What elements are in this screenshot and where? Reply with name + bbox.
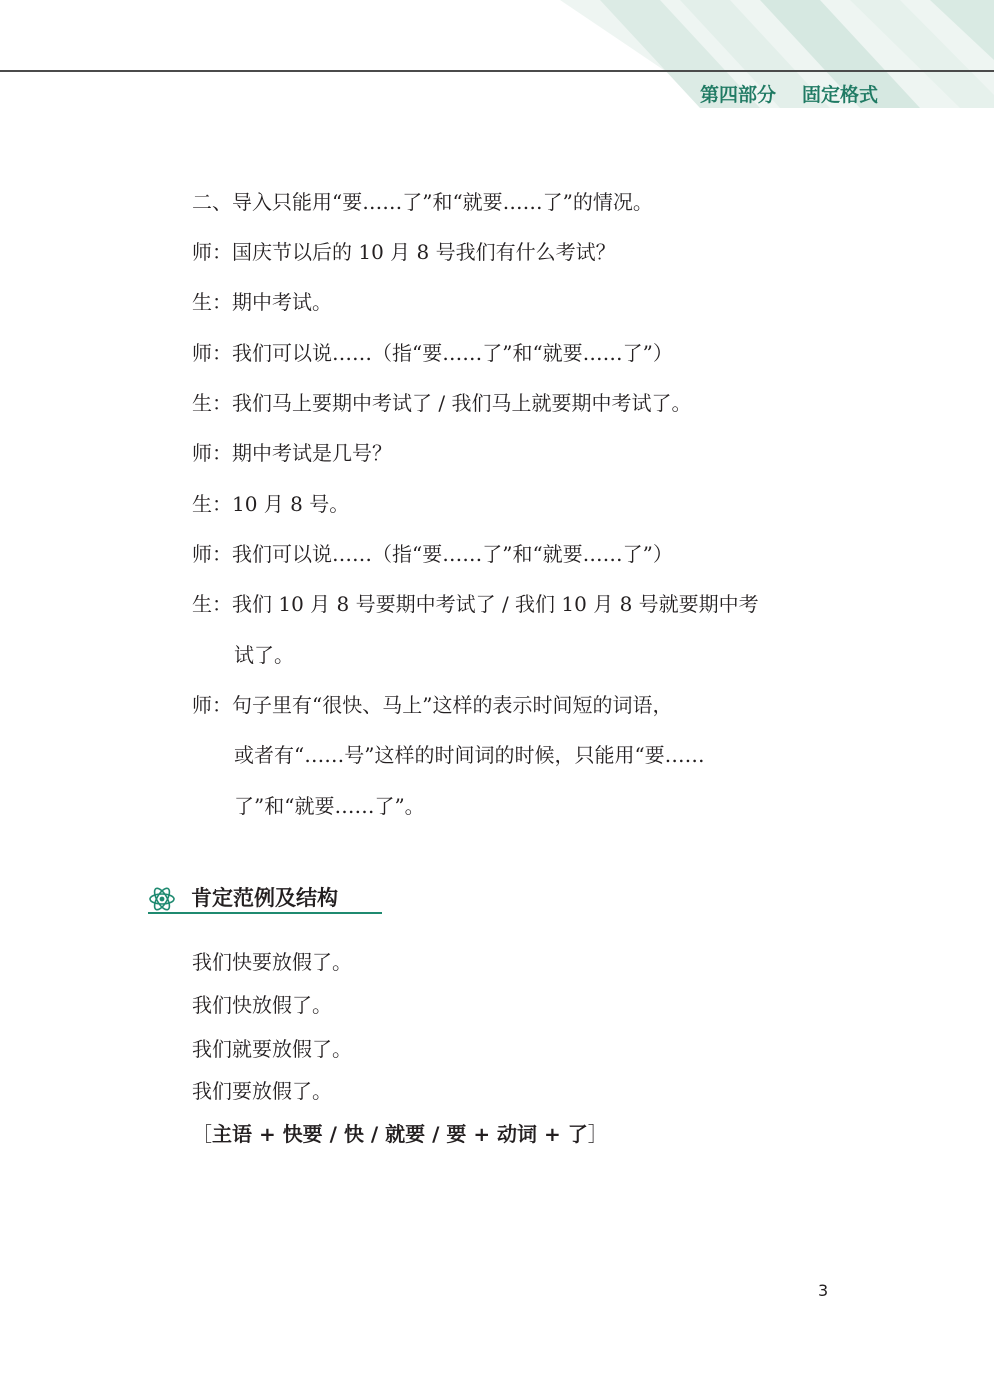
dialogue-line-continued: 或者有“……号”这样的时间词的时候，只能用“要…… (234, 743, 705, 767)
dialogue-line: 生：我们 10 月 8 号要期中考试了 / 我们 10 月 8 号就要期中考 (192, 592, 759, 616)
header-part: 第四部分 (699, 84, 776, 106)
header-rule (0, 70, 994, 72)
structure-formula (192, 1119, 608, 1149)
structure-bracket-open: ［ (192, 1122, 212, 1146)
dialogue-line-continued: 试了。 (234, 643, 294, 667)
section-heading (148, 882, 382, 914)
dialogue-line: 生：期中考试。 (192, 290, 332, 314)
section-underline (148, 912, 382, 914)
example-sentence: 我们快放假了。 (192, 993, 332, 1017)
dialogue-line: 师：期中考试是几号？ (192, 441, 392, 465)
example-sentence: 我们快要放假了。 (192, 950, 352, 974)
structure-text: 主语 + 快要 / 快 / 就要 / 要 + 动词 + 了 (212, 1122, 588, 1146)
page-number: 3 (818, 1281, 829, 1300)
dialogue-line-continued: 了”和“就要……了”。 (234, 794, 425, 818)
atom-icon (148, 885, 176, 913)
dialogue-line: 二、导入只能用“要……了”和“就要……了”的情况。 (192, 190, 653, 214)
dialogue-line: 师：我们可以说……（指“要……了”和“就要……了”） (192, 341, 673, 365)
dialogue-line: 师：国庆节以后的 10 月 8 号我们有什么考试？ (192, 240, 616, 264)
structure-bracket-close: ］ (587, 1122, 608, 1146)
example-sentence: 我们要放假了。 (192, 1079, 332, 1103)
example-sentence: 我们就要放假了。 (192, 1037, 352, 1061)
section-title: 肯定范例及结构 (191, 886, 338, 910)
dialogue-line: 生：10 月 8 号。 (192, 492, 350, 516)
dialogue-line: 师：我们可以说……（指“要……了”和“就要……了”） (192, 542, 673, 566)
running-header (700, 80, 878, 107)
dialogue-line: 生：我们马上要期中考试了 / 我们马上就要期中考试了。 (192, 391, 692, 415)
dialogue-line: 师：句子里有“很快、马上”这样的表示时间短的词语， (192, 693, 673, 717)
header-title: 固定格式 (801, 84, 878, 106)
